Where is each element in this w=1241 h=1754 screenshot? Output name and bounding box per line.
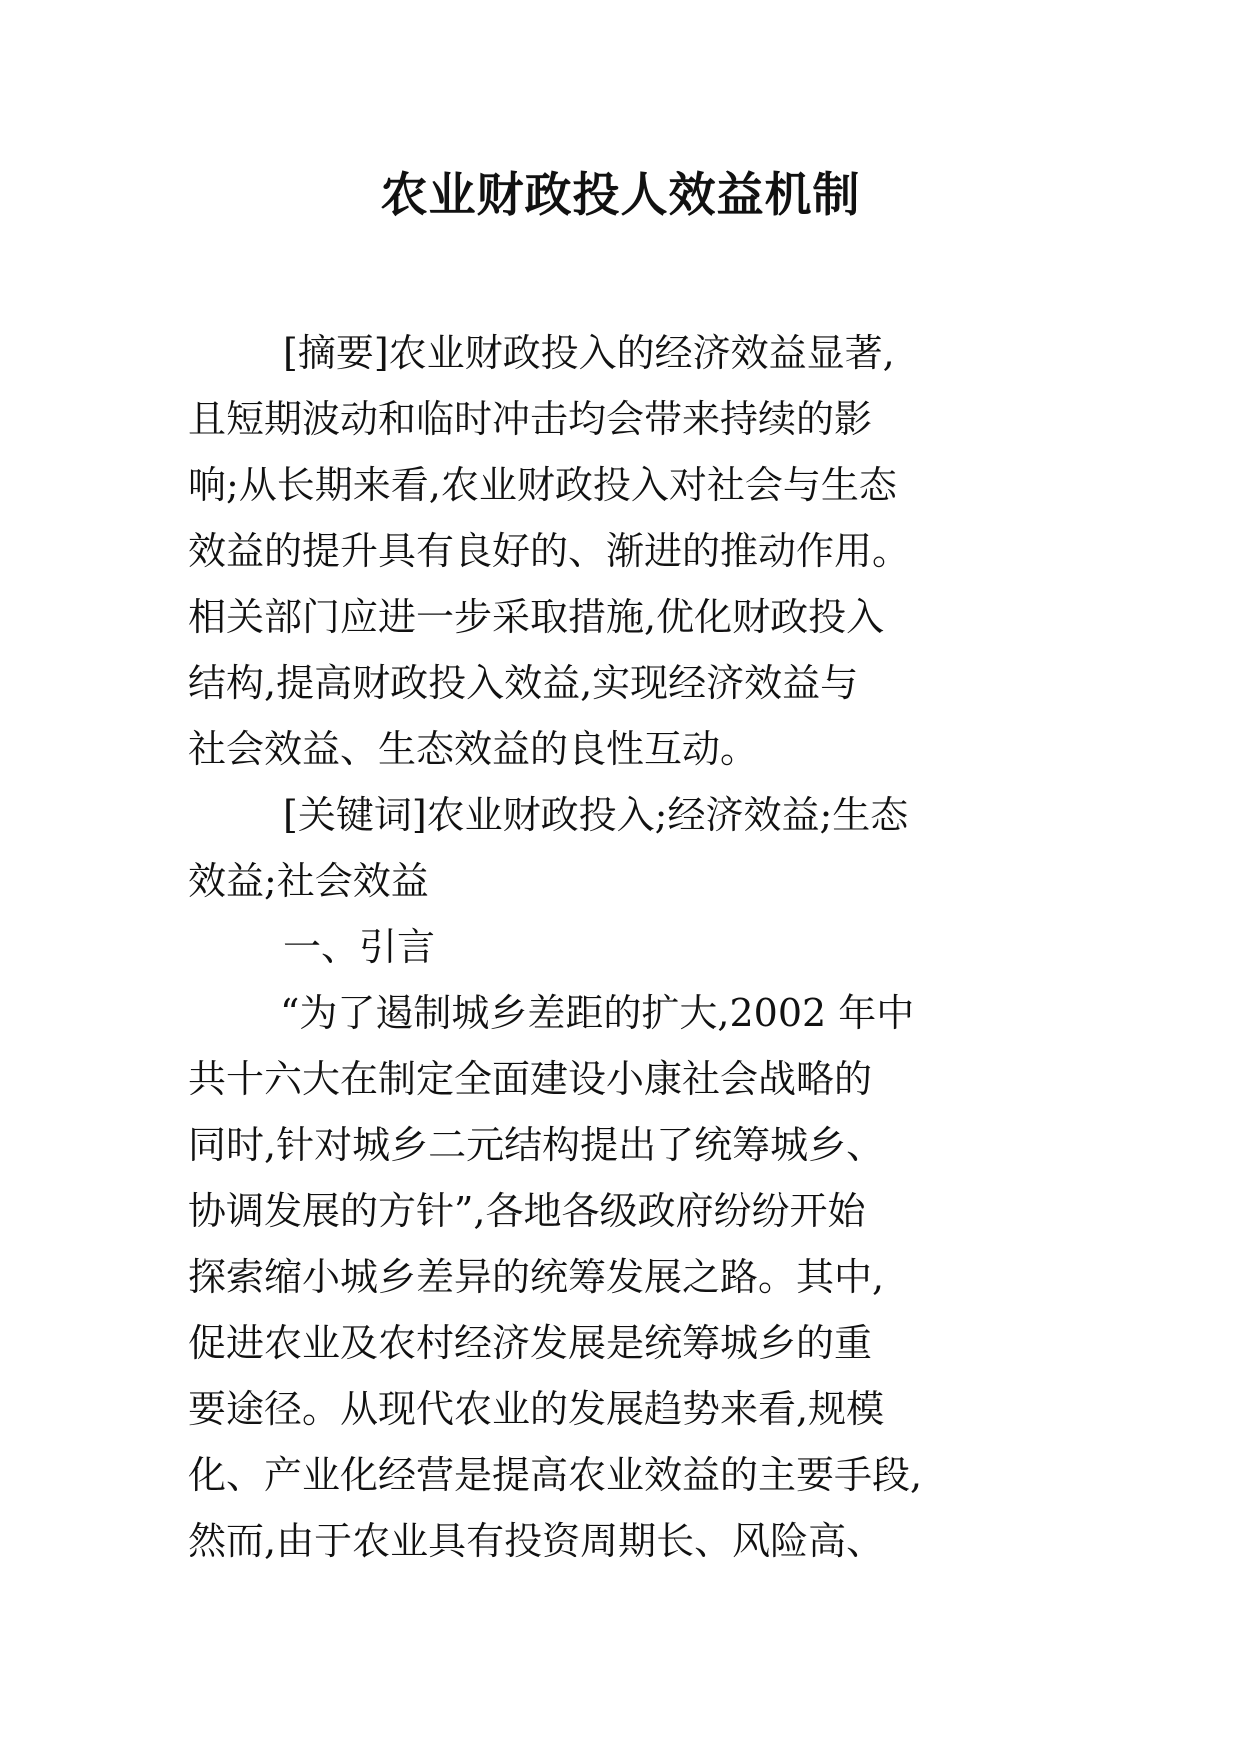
paragraph-line: 促进农业及农村经济发展是统筹城乡的重 [188,1321,873,1365]
abstract-line: 结构,提高财政投入效益,实现经济效益与 [188,661,859,705]
abstract-line: [摘要]农业财政投入的经济效益显著, [283,331,895,375]
document-body [188,320,1188,1574]
keywords-line: 效益;社会效益 [188,859,429,903]
paragraph-line: 同时,针对城乡二元结构提出了统筹城乡、 [188,1123,885,1167]
paragraph-line: 协调发展的方针”,各地各级政府纷纷开始 [188,1189,866,1233]
abstract-line: 效益的提升具有良好的、渐进的推动作用。 [188,529,911,573]
document-title: 农业财政投人效益机制 [380,168,861,223]
abstract-line: 响;从长期来看,农业财政投入对社会与生态 [188,463,897,507]
paragraph-line: 要途径。从现代农业的发展趋势来看,规模 [188,1387,885,1431]
abstract-line: 相关部门应进一步采取措施,优化财政投入 [188,595,885,639]
paragraph-line: “为了遏制城乡差距的扩大,2002 年中 [280,991,915,1035]
abstract-line: 社会效益、生态效益的良性互动。 [188,727,759,771]
paragraph-line: 然而,由于农业具有投资周期长、风险高、 [188,1519,885,1563]
keywords-line: [关键词]农业财政投入;经济效益;生态 [283,793,909,837]
abstract-line: 且短期波动和临时冲击均会带来持续的影 [188,397,873,441]
section-heading: 一、引言 [283,925,436,969]
paragraph-line: 探索缩小城乡差异的统筹发展之路。其中, [188,1255,885,1299]
paragraph-line: 共十六大在制定全面建设小康社会战略的 [188,1057,873,1101]
paragraph-line: 化、产业化经营是提高农业效益的主要手段, [188,1453,923,1497]
